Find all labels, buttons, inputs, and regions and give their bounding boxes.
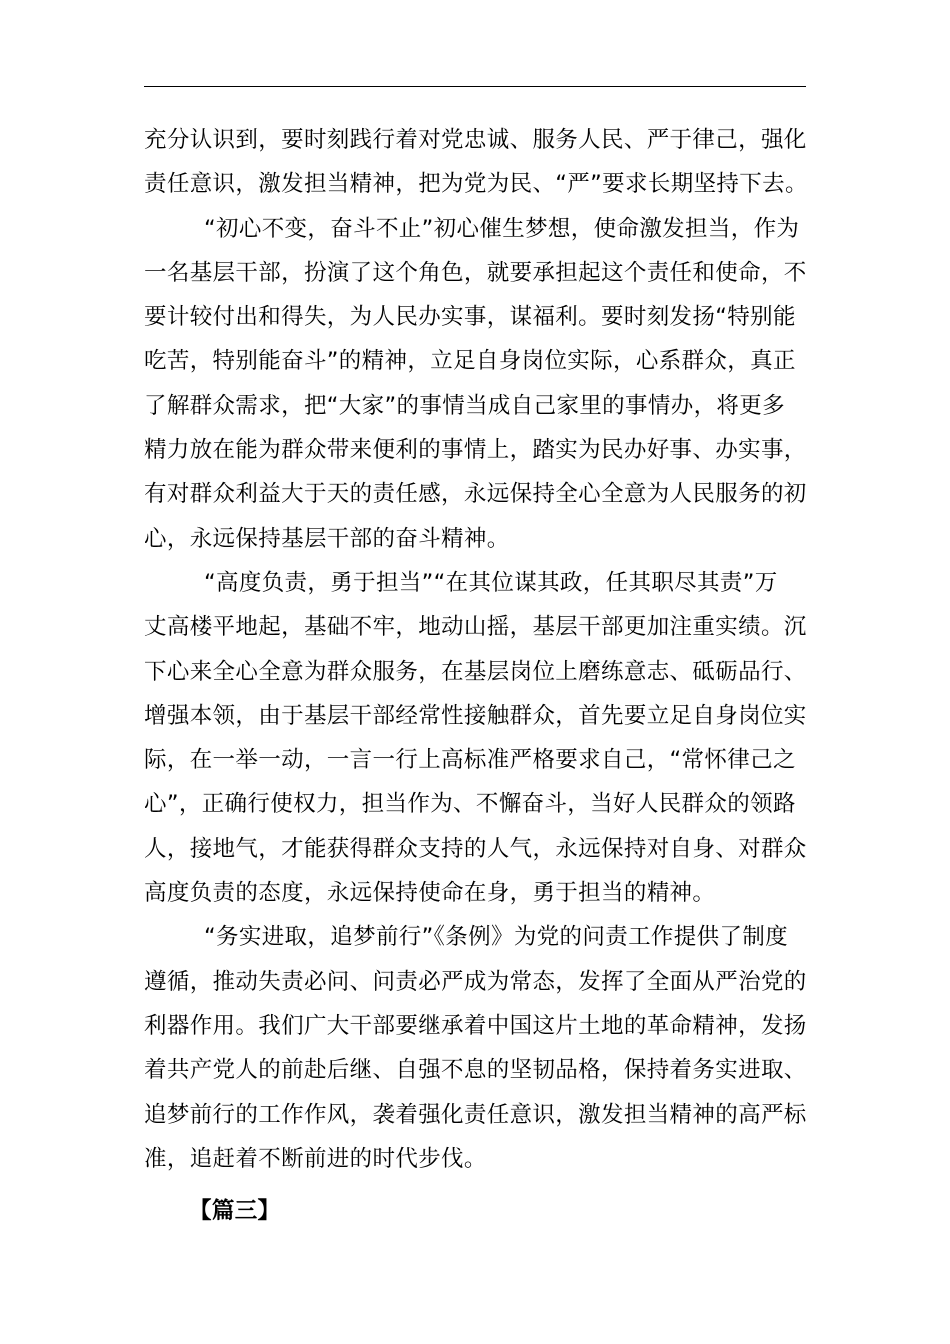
text-line: 有对群众利益大于天的责任感，永远保持全心全意为人民服务的初	[144, 481, 807, 508]
text-line: 责任意识，激发担当精神，把为党为民、“严”要求长期坚持下去。	[144, 171, 808, 198]
text-line: 心，永远保持基层干部的奋斗精神。	[144, 525, 510, 552]
text-line: 际，在一举一动，一言一行上高标准严格要求自己，“常怀律己之	[144, 747, 796, 774]
text-line: 高度负责的态度，永远保持使命在身，勇于担当的精神。	[144, 880, 716, 907]
text-line: 充分认识到，要时刻践行着对党忠诚、服务人民、严于律己，强化	[144, 127, 807, 153]
text-line: 遵循，推动失责必问、问责必严成为常态，发挥了全面从严治党的	[144, 968, 807, 995]
paragraph-start-line: “初心不变，奋斗不止”初心催生梦想，使命激发担当，作为	[204, 215, 800, 242]
section-heading: 【篇三】	[189, 1198, 281, 1225]
text-line: 下心来全心全意为群众服务，在基层岗位上磨练意志、砥砺品行、	[144, 658, 807, 685]
document-body	[144, 118, 810, 1233]
paragraph-start-line: “务实进取，追梦前行”《条例》为党的问责工作提供了制度	[204, 924, 789, 951]
text-line: 追梦前行的工作作风，袭着强化责任意识，激发担当精神的高严标	[144, 1101, 807, 1128]
text-line: 准，追赶着不断前进的时代步伐。	[144, 1145, 487, 1172]
text-line: 利器作用。我们广大干部要继承着中国这片土地的革命精神，发扬	[144, 1012, 807, 1039]
paragraph-start-line: “高度负责，勇于担当”“在其位谋其政，任其职尽其责”万	[204, 569, 778, 596]
text-line: 吃苦，特别能奋斗”的精神，立足自身岗位实际，心系群众，真正	[144, 348, 796, 375]
text-line: 丈高楼平地起，基础不牢，地动山摇，基层干部更加注重实绩。沉	[144, 614, 807, 641]
text-line: 要计较付出和得失，为人民办实事，谋福利。要时刻发扬“特别能	[144, 304, 796, 331]
text-line: 着共产党人的前赴后继、自强不息的坚韧品格，保持着务实进取、	[144, 1057, 807, 1084]
text-line: 心”，正确行使权力，担当作为、不懈奋斗，当好人民群众的领路	[144, 791, 796, 818]
text-line: 增强本领，由于基层干部经常性接触群众，首先要立足自身岗位实	[144, 702, 807, 729]
header-rule	[144, 86, 806, 87]
text-line: 了解群众需求，把“大家”的事情当成自己家里的事情办，将更多	[144, 392, 785, 419]
text-line: 精力放在能为群众带来便利的事情上，踏实为民办好事、办实事，	[144, 437, 807, 464]
text-line: 人，接地气，才能获得群众支持的人气，永远保持对自身、对群众	[144, 835, 807, 862]
text-line: 一名基层干部，扮演了这个角色，就要承担起这个责任和使命，不	[144, 259, 807, 286]
